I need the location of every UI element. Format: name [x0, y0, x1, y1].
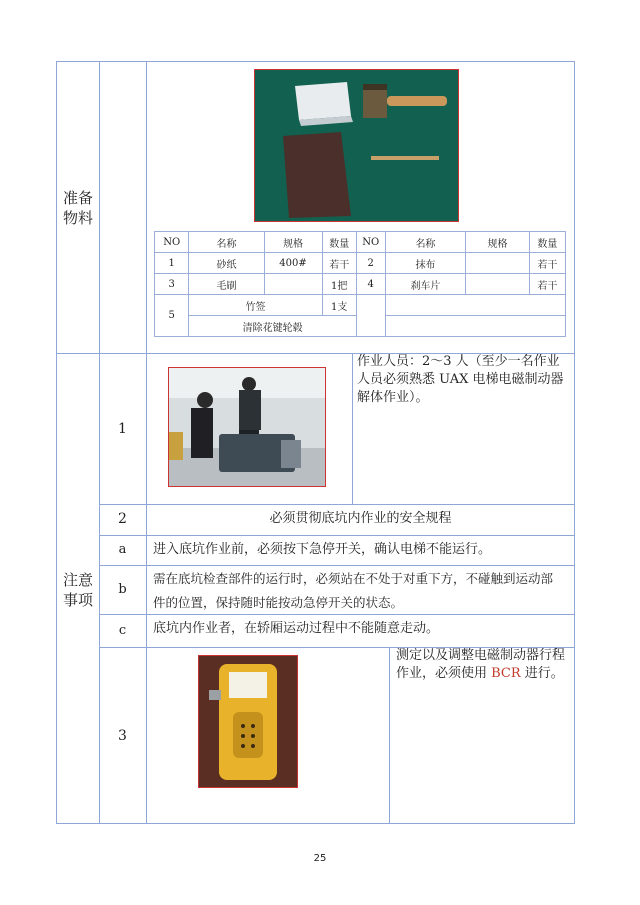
- table-row: 清除花键轮毂: [155, 316, 566, 337]
- table-row: 1 砂纸 400# 若干 2 抹布 若干: [155, 253, 566, 274]
- divider: [99, 565, 575, 566]
- item-number: 1: [118, 421, 127, 437]
- item-letter: a: [118, 542, 127, 557]
- materials-photo: [254, 69, 459, 222]
- item-letter: b: [118, 582, 127, 597]
- item-a-text: 进入底坑作业前，必须按下急停开关，确认电梯不能运行。: [153, 542, 492, 557]
- page-number: 25: [313, 853, 327, 864]
- item1-text: 作业人员：2～3 人（至少一名作业人员必须熟悉 UAX 电梯电磁制动器解体作业）。: [357, 354, 564, 405]
- divider: [389, 647, 390, 824]
- table-row: 5 竹签 1支: [155, 295, 566, 316]
- materials-table: [154, 231, 566, 337]
- item-b-text: 需在底坑检查部件的运行时，必须站在不处于对重下方，不碰触到运动部 件的位置，保持随时能按动急停开关的状态。: [153, 571, 554, 610]
- divider: [99, 61, 100, 824]
- workers-photo: [168, 367, 326, 487]
- item-number: 2: [118, 511, 127, 527]
- item2-text: 必须贯彻底坑内作业的安全规程: [269, 511, 452, 526]
- bcr-tool-photo: [198, 655, 298, 788]
- item-letter: c: [118, 623, 127, 638]
- bcr-highlight: BCR: [491, 666, 521, 681]
- table-row: 3 毛刷 1把 4 刹车片 若干: [155, 274, 566, 295]
- item-number: 3: [118, 728, 127, 744]
- category-materials: 准备 物料: [62, 189, 93, 227]
- item3-text: 测定以及调整电磁制动器行程作业，必须使用 BCR 进行。: [396, 648, 566, 681]
- divider: [99, 535, 575, 536]
- divider: [352, 353, 353, 504]
- item-c-text: 底坑内作业者，在轿厢运动过程中不能随意走动。: [153, 621, 440, 636]
- divider: [146, 61, 147, 824]
- divider: [99, 504, 575, 505]
- table-header-row: NO 名称 规格 数量 NO 名称 规格 数量: [155, 232, 566, 253]
- category-precautions: 注意 事项: [62, 571, 93, 609]
